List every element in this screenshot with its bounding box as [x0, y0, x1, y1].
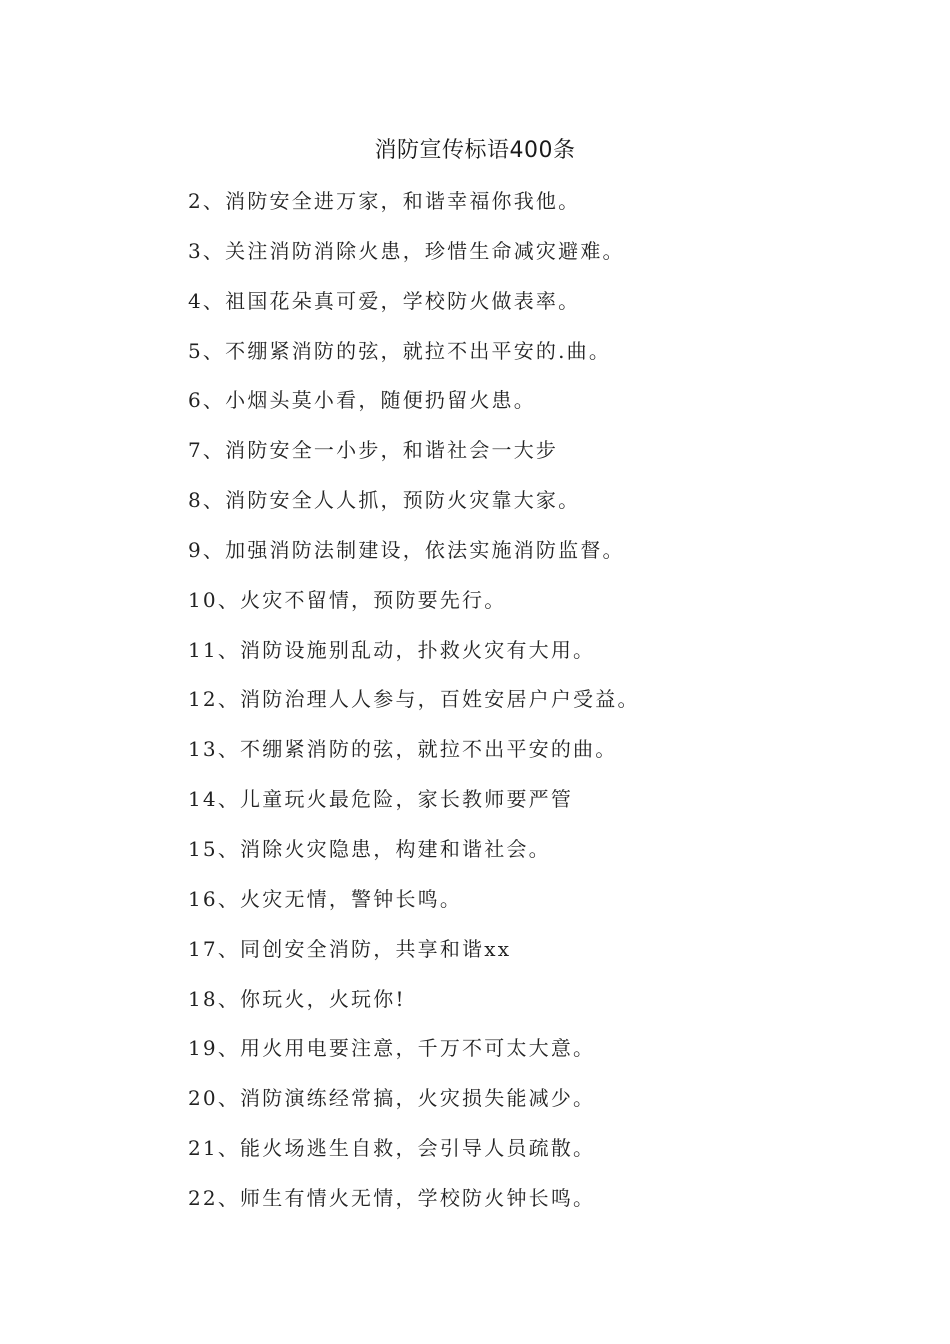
slogan-list — [188, 184, 640, 1231]
slogan-item: 6、小烟头莫小看，随便扔留火患。 — [188, 388, 536, 413]
slogan-item: 2、消防安全进万家，和谐幸福你我他。 — [188, 189, 581, 213]
slogan-item: 8、消防安全人人抓，预防火灾靠大家。 — [188, 488, 581, 513]
slogan-item: 5、不绷紧消防的弦，就拉不出平安的.曲。 — [188, 338, 612, 363]
slogan-item: 17、同创安全消防，共享和谐xx — [188, 936, 512, 961]
slogan-item: 9、加强消防法制建设，依法实施消防监督。 — [188, 537, 625, 562]
slogan-item: 3、关注消防消除火患，珍惜生命减灾避难。 — [188, 238, 625, 263]
slogan-item: 13、不绷紧消防的弦，就拉不出平安的曲。 — [188, 737, 618, 762]
slogan-item: 4、祖国花朵真可爱，学校防火做表率。 — [188, 288, 581, 313]
slogan-item: 10、火灾不留情，预防要先行。 — [188, 587, 507, 612]
slogan-item: 20、消防演练经常搞，火灾损失能减少。 — [188, 1086, 596, 1111]
slogan-item: 22、师生有情火无情，学校防火钟长鸣。 — [188, 1185, 596, 1210]
slogan-item: 21、能火场逃生自救，会引导人员疏散。 — [188, 1136, 596, 1161]
slogan-item: 15、消除火灾隐患，构建和谐社会。 — [188, 836, 551, 861]
slogan-item: 18、你玩火，火玩你! — [188, 986, 406, 1011]
slogan-item: 16、火灾无情，警钟长鸣。 — [188, 886, 463, 911]
slogan-item: 14、儿童玩火最危险，家长教师要严管 — [188, 787, 574, 812]
slogan-item: 7、消防安全一小步，和谐社会一大步 — [188, 438, 559, 463]
slogan-item: 19、用火用电要注意，千万不可太大意。 — [188, 1036, 596, 1061]
slogan-item: 11、消防设施别乱动，扑救火灾有大用。 — [188, 637, 596, 662]
slogan-item: 12、消防治理人人参与，百姓安居户户受益。 — [188, 687, 640, 712]
document-title: 消防宣传标语400条 — [374, 138, 576, 163]
